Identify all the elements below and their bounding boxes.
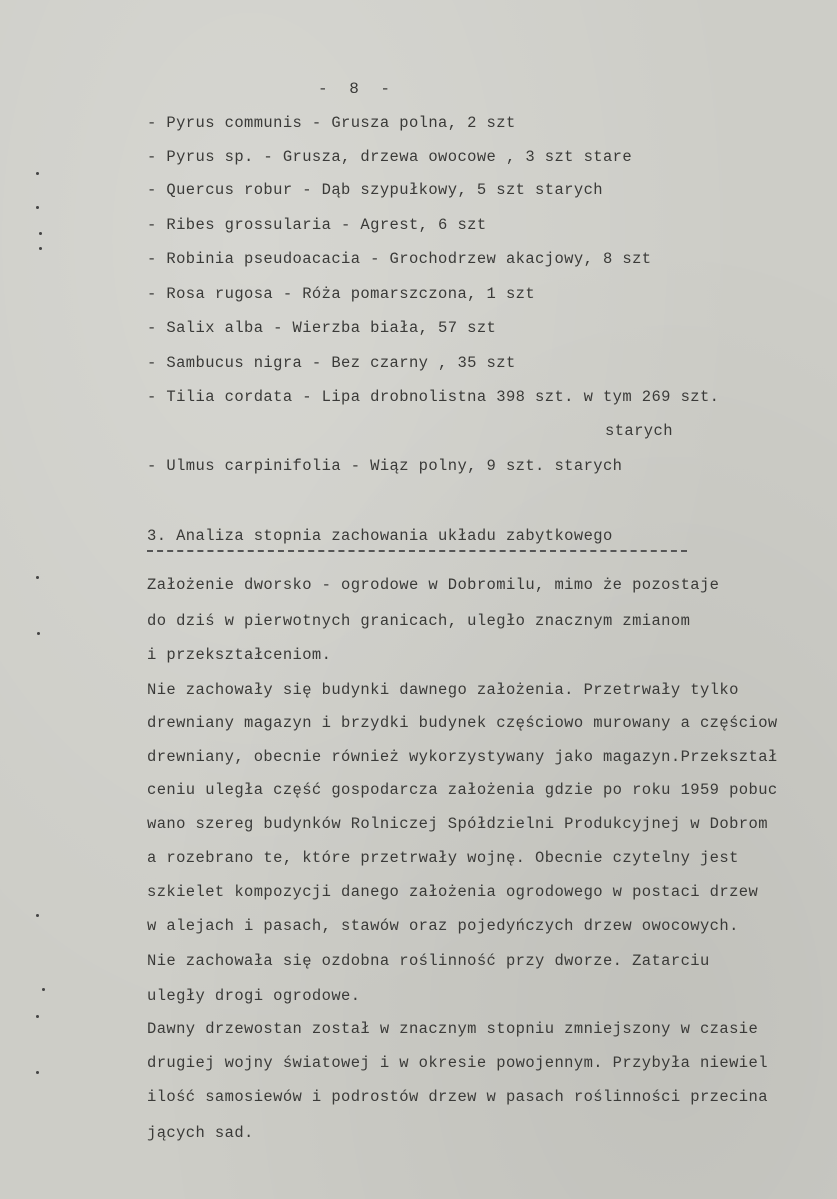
scan-mark [36,1071,39,1074]
paragraph-line: Dawny drzewostan został w znacznym stopniu zmniejszony w czasie [147,1020,759,1038]
paragraph-line: ceniu uległa część gospodarcza założenia gdzie po roku 1959 pobuc [147,781,778,799]
list-item: - Ribes grossularia - Agrest, 6 szt [147,216,487,234]
paragraph-line: Założenie dworsko - ogrodowe w Dobromilu, mimo że pozostaje [147,576,720,594]
heading-underline [147,550,687,552]
paragraph-line: Nie zachowała się ozdobna roślinność przy dworze. Zatarciu [147,952,710,970]
scan-mark [36,914,39,917]
paragraph-line: ilość samosiewów i podrostów drzew w pasach roślinności przecina [147,1088,768,1106]
scan-mark [36,576,39,579]
scan-mark [42,988,45,991]
list-item: - Salix alba - Wierzba biała, 57 szt [147,319,497,337]
paragraph-line: drugiej wojny światowej i w okresie powojennym. Przybyła niewiel [147,1054,768,1072]
list-item-continuation: starych [605,422,673,440]
list-item: - Rosa rugosa - Róża pomarszczona, 1 szt [147,285,536,303]
scan-mark [39,247,42,250]
paragraph-line: do dziś w pierwotnych granicach, uległo znacznym zmianom [147,612,691,630]
list-item: - Robinia pseudoacacia - Grochodrzew akacjowy, 8 szt [147,250,652,268]
scan-mark [36,206,39,209]
paragraph-line: drewniany, obecnie również wykorzystywany jako magazyn.Przekształ [147,748,778,766]
paragraph-line: a rozebrano te, które przetrwały wojnę. Obecnie czytelny jest [147,849,739,867]
paragraph-line: Nie zachowały się budynki dawnego założenia. Przetrwały tylko [147,681,739,699]
scan-mark [37,632,40,635]
paragraph-line: wano szereg budynków Rolniczej Spółdzielni Produkcyjnej w Dobrom [147,815,768,833]
paragraph-line: jących sad. [147,1124,254,1142]
scan-mark [39,232,42,235]
paragraph-line: w alejach i pasach, stawów oraz pojedyńczych drzew owocowych. [147,917,739,935]
scan-mark [36,172,39,175]
list-item: - Sambucus nigra - Bez czarny , 35 szt [147,354,516,372]
scan-mark [36,1015,39,1018]
paragraph-line: uległy drogi ogrodowe. [147,987,361,1005]
paragraph-line: drewniany magazyn i brzydki budynek częściowo murowany a częściow [147,714,778,732]
section-heading: 3. Analiza stopnia zachowania układu zabytkowego [147,527,613,545]
list-item: - Ulmus carpinifolia - Wiąz polny, 9 szt. starych [147,457,623,475]
list-item: - Quercus robur - Dąb szypułkowy, 5 szt starych [147,181,603,199]
list-item: - Pyrus communis - Grusza polna, 2 szt [147,114,516,132]
paragraph-line: szkielet kompozycji danego założenia ogrodowego w postaci drzew [147,883,759,901]
paragraph-line: i przekształceniom. [147,646,332,664]
list-item: - Pyrus sp. - Grusza, drzewa owocowe , 3 szt stare [147,148,633,166]
page-number: - 8 - [318,80,397,98]
list-item: - Tilia cordata - Lipa drobnolistna 398 szt. w tym 269 szt. [147,388,720,406]
